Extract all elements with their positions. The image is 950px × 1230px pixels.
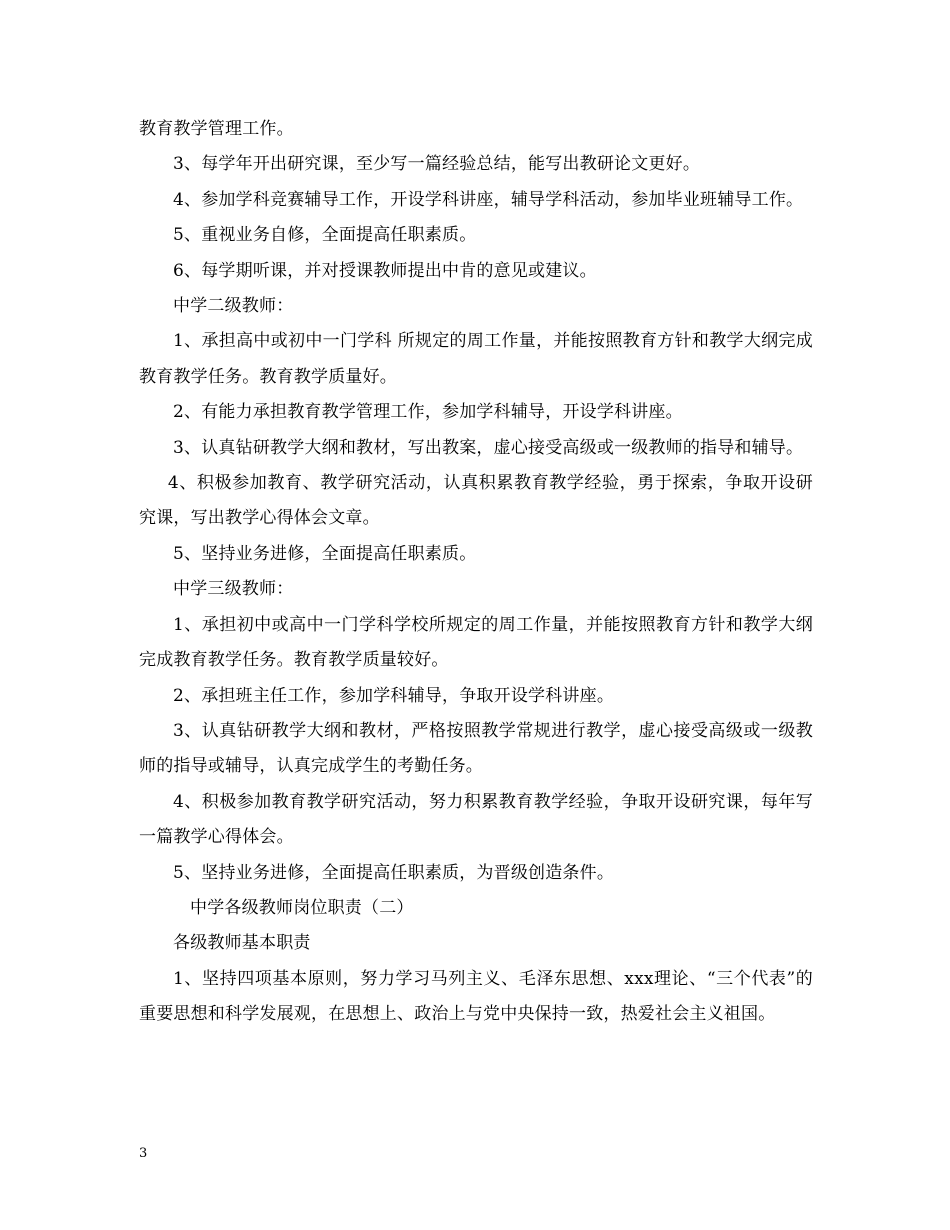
paragraph-item: 1、坚持四项基本原则，努力学习马列主义、毛泽东思想、xxx理论、“三个代表”的重要思想和科学发展观，在思想上、政治上与党中央保持一致，热爱社会主义祖国。 xyxy=(139,968,813,1025)
paragraph-item: 3、每学年开出研究课，至少写一篇经验总结，能写出教研论文更好。 xyxy=(173,154,701,175)
paragraph-item: 4、积极参加教育、教学研究活动，认真积累教育教学经验，勇于探索，争取开设研究课，写出教学心得体会文章。 xyxy=(139,473,813,529)
section-heading-second-grade: 中学二级教师： xyxy=(173,296,294,317)
paragraph-item: 1、承担高中或初中一门学科 所规定的周工作量，并能按照教育方针和教学大纲完成教育教学任务。教育教学质量好。 xyxy=(139,331,813,387)
paragraph-item: 5、重视业务自修，全面提高任职素质。 xyxy=(173,225,477,246)
paragraph-item: 5、坚持业务进修，全面提高任职素质，为晋级创造条件。 xyxy=(173,862,615,883)
section-title: 中学各级教师岗位职责（二） xyxy=(190,897,414,918)
paragraph-continuation: 教育教学管理工作。 xyxy=(139,119,294,139)
paragraph-item: 3、认真钻研教学大纲和教材，严格按照教学常规进行教学，虚心接受高级或一级教师的指导或辅导，认真完成学生的考勤任务。 xyxy=(139,720,813,777)
paragraph-item: 3、认真钻研教学大纲和教材，写出教案，虚心接受高级或一级教师的指导和辅导。 xyxy=(173,437,804,458)
subsection-heading: 各级教师基本职责 xyxy=(173,933,311,954)
paragraph-item: 2、有能力承担教育教学管理工作，参加学科辅导，开设学科讲座。 xyxy=(173,402,683,423)
paragraph-item: 4、积极参加教育教学研究活动，努力积累教育教学经验，争取开设研究课，每年写一篇教学心得体会。 xyxy=(139,791,813,848)
paragraph-item: 4、参加学科竞赛辅导工作，开设学科讲座，辅导学科活动，参加毕业班辅导工作。 xyxy=(173,189,804,210)
paragraph-item: 6、每学期听课，并对授课教师提出中肯的意见或建议。 xyxy=(173,260,597,281)
paragraph-item: 5、坚持业务进修，全面提高任职素质。 xyxy=(173,543,477,564)
page-number: 3 xyxy=(139,1146,148,1161)
paragraph-item: 1、承担初中或高中一门学科学校所规定的周工作量，并能按照教育方针和教学大纲完成教育教学任务。教育教学质量较好。 xyxy=(139,614,813,671)
document-body xyxy=(139,112,813,1033)
paragraph-item: 2、承担班主任工作，参加学科辅导，争取开设学科讲座。 xyxy=(173,685,615,706)
section-heading-third-grade: 中学三级教师： xyxy=(173,579,294,600)
